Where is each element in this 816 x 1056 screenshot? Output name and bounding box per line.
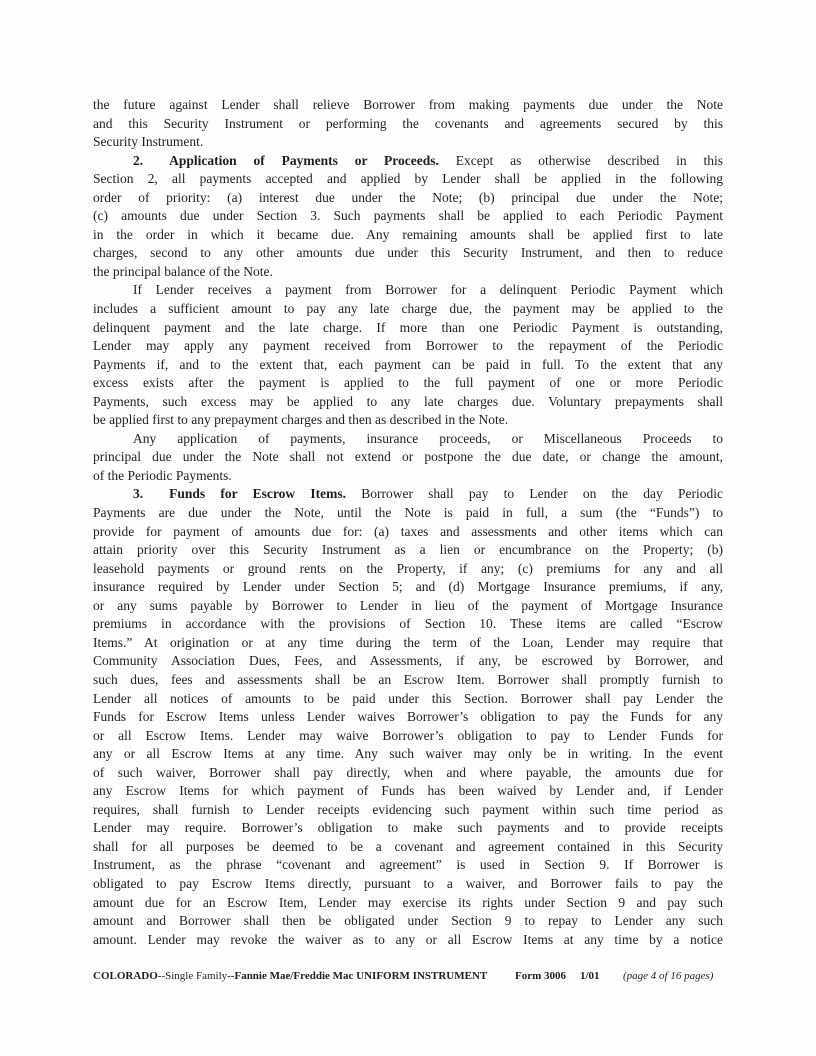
body-line xyxy=(93,337,723,356)
tab-gap xyxy=(143,164,169,165)
body-line xyxy=(93,745,723,764)
body-text: insurance required by Lender under Section 5; and (d) Mortgage Insurance premiums, if any, xyxy=(93,579,723,595)
body-text: attain priority over this Security Instrument as a lien or encumbrance on the Property; (b) xyxy=(93,542,723,558)
body-text: in the order in which it became due. Any remaining amounts shall be applied first to late xyxy=(93,226,723,242)
footer-state: COLORADO xyxy=(93,970,158,982)
footer-form-name xyxy=(93,970,487,982)
body-text: Payments if, and to the extent that, each payment can be paid in full. To the extent that any xyxy=(93,356,723,372)
body-text: charges, second to any other amounts due under this Security Instrument, and then to reduce xyxy=(93,245,723,261)
body-line xyxy=(93,170,723,189)
body-text: Except as otherwise described in this xyxy=(438,152,723,168)
body-line xyxy=(93,931,723,950)
body-text: amount and Borrower shall then be obligated under Section 9 to repay to Lender any such xyxy=(93,913,723,929)
body-text: Community Association Dues, Fees, and Assessments, if any, be escrowed by Borrower, and xyxy=(93,653,723,669)
body-text: Payments, such excess may be applied to any late charges due. Voluntary prepayments shall xyxy=(93,393,723,409)
body-text: requires, shall furnish to Lender receipts evidencing such payment within such time period as xyxy=(93,801,723,817)
body-text: the principal balance of the Note. xyxy=(93,263,273,279)
body-line xyxy=(93,560,723,579)
paragraph xyxy=(93,430,723,486)
body-line xyxy=(93,819,723,838)
body-line xyxy=(93,671,723,690)
body-line xyxy=(93,281,723,300)
body-line xyxy=(93,894,723,913)
body-line xyxy=(93,467,723,486)
body-text: Lender may apply any payment received from Borrower to the repayment of the Periodic xyxy=(93,338,723,354)
footer-instrument: Fannie Mae/Freddie Mac UNIFORM INSTRUMENT xyxy=(234,970,488,982)
body-line xyxy=(93,875,723,894)
body-text: and this Security Instrument or performing the covenants and agreements secured by this xyxy=(93,115,723,131)
tab-gap xyxy=(143,497,169,498)
body-text: Security Instrument. xyxy=(93,134,204,150)
body-text: If Lender receives a payment from Borrower for a delinquent Periodic Payment which xyxy=(133,282,723,298)
body-line xyxy=(93,152,723,171)
body-line xyxy=(93,578,723,597)
body-line xyxy=(93,708,723,727)
body-line xyxy=(93,856,723,875)
body-line xyxy=(93,207,723,226)
body-text: any Escrow Items for which payment of Funds has been waived by Lender and, if Lender xyxy=(93,783,723,799)
body-text: (c) amounts due under Section 3. Such payments shall be applied to each Periodic Payment xyxy=(93,208,723,224)
paragraph xyxy=(93,96,723,152)
body-line xyxy=(93,597,723,616)
body-line xyxy=(93,374,723,393)
body-text: Items.” At origination or at any time during the term of the Loan, Lender may require that xyxy=(93,634,723,650)
body-line xyxy=(93,523,723,542)
body-text: delinquent payment and the late charge. If more than one Periodic Payment is outstanding, xyxy=(93,319,723,335)
body-text-bold: 3. xyxy=(133,486,144,502)
body-line xyxy=(93,244,723,263)
body-text: Instrument, as the phrase “covenant and agreement” is used in Section 9. If Borrower is xyxy=(93,857,723,873)
body-text: principal due under the Note shall not extend or postpone the due date, or change the amount, xyxy=(93,449,723,465)
body-line xyxy=(93,356,723,375)
body-text: includes a sufficient amount to pay any late charge due, the payment may be applied to the xyxy=(93,301,723,317)
body-text: or any sums payable by Borrower to Lender in lieu of the payment of Mortgage Insurance xyxy=(93,597,723,613)
body-line xyxy=(93,912,723,931)
document-body xyxy=(93,96,723,949)
body-line xyxy=(93,226,723,245)
body-line xyxy=(93,263,723,282)
page-footer xyxy=(93,970,725,983)
body-line xyxy=(93,430,723,449)
body-line xyxy=(93,541,723,560)
body-text: obligated to pay Escrow Items directly, pursuant to a waiver, and Borrower fails to pay the xyxy=(93,875,723,891)
body-text: any or all Escrow Items at any time. Any such waiver may only be in writing. In the event xyxy=(93,746,723,762)
paragraph xyxy=(93,281,723,429)
body-text: shall for all purposes be deemed to be a covenant and agreement contained in this Security xyxy=(93,838,723,854)
body-text: premiums in accordance with the provisions of Section 10. These items are called “Escrow xyxy=(93,616,723,632)
body-text: amount due for an Escrow Item, Lender may exercise its rights under Section 9 and pay such xyxy=(93,894,723,910)
body-text: Funds for Escrow Items unless Lender waives Borrower’s obligation to pay the Funds for any xyxy=(93,709,723,725)
body-text: Lender all notices of amounts to be paid under this Section. Borrower shall pay Lender the xyxy=(93,690,723,706)
body-text: Any application of payments, insurance proceeds, or Miscellaneous Proceeds to xyxy=(133,430,723,446)
body-line xyxy=(93,764,723,783)
body-text: of the Periodic Payments. xyxy=(93,467,232,483)
body-line xyxy=(93,782,723,801)
footer-page-note: (page 4 of 16 pages) xyxy=(623,970,714,982)
body-text-bold: 2. xyxy=(133,152,144,168)
body-text: excess exists after the payment is applied to the full payment of one or more Periodic xyxy=(93,375,723,391)
body-line xyxy=(93,189,723,208)
body-line xyxy=(93,133,723,152)
body-line xyxy=(93,448,723,467)
body-line xyxy=(93,319,723,338)
body-line xyxy=(93,115,723,134)
body-line xyxy=(93,727,723,746)
body-text: provide for payment of amounts due for: (a) taxes and assessments and other items which can xyxy=(93,523,723,539)
paragraph xyxy=(93,152,723,282)
body-text: such dues, fees and assessments shall be an Escrow Item. Borrower shall promptly furnish to xyxy=(93,671,723,687)
body-line xyxy=(93,652,723,671)
footer-revision: 1/01 xyxy=(580,970,600,982)
body-line xyxy=(93,690,723,709)
body-line xyxy=(93,411,723,430)
body-text: be applied first to any prepayment charges and then as described in the Note. xyxy=(93,412,509,428)
body-text: amount. Lender may revoke the waiver as to any or all Escrow Items at any time by a notice xyxy=(93,931,723,947)
body-text: of such waiver, Borrower shall pay directly, when and where payable, the amounts due for xyxy=(93,764,723,780)
footer-form-number: Form 3006 xyxy=(515,970,567,982)
body-line xyxy=(93,485,723,504)
body-text: or all Escrow Items. Lender may waive Borrower’s obligation to pay to Lender Funds for xyxy=(93,727,723,743)
body-line xyxy=(93,393,723,412)
body-text: leasehold payments or ground rents on the Property, if any; (c) premiums for any and all xyxy=(93,560,723,576)
body-text: Section 2, all payments accepted and applied by Lender shall be applied in the following xyxy=(93,171,723,187)
body-line xyxy=(93,615,723,634)
footer-family: --Single Family-- xyxy=(157,970,235,982)
paragraph xyxy=(93,485,723,949)
body-line xyxy=(93,300,723,319)
body-text: Borrower shall pay to Lender on the day Periodic xyxy=(345,486,723,502)
body-text: order of priority: (a) interest due under the Note; (b) principal due under the Note; xyxy=(93,189,723,205)
body-text-bold: Funds for Escrow Items. xyxy=(169,486,346,502)
body-line xyxy=(93,634,723,653)
body-line xyxy=(93,96,723,115)
body-text: the future against Lender shall relieve Borrower from making payments due under the Note xyxy=(93,97,723,112)
body-line xyxy=(93,801,723,820)
body-text: Lender may require. Borrower’s obligation to make such payments and to provide receipts xyxy=(93,820,723,836)
body-text-bold: Application of Payments or Proceeds. xyxy=(169,152,439,168)
body-line xyxy=(93,838,723,857)
body-text: Payments are due under the Note, until the Note is paid in full, a sum (the “Funds”) to xyxy=(93,505,723,521)
body-line xyxy=(93,504,723,523)
